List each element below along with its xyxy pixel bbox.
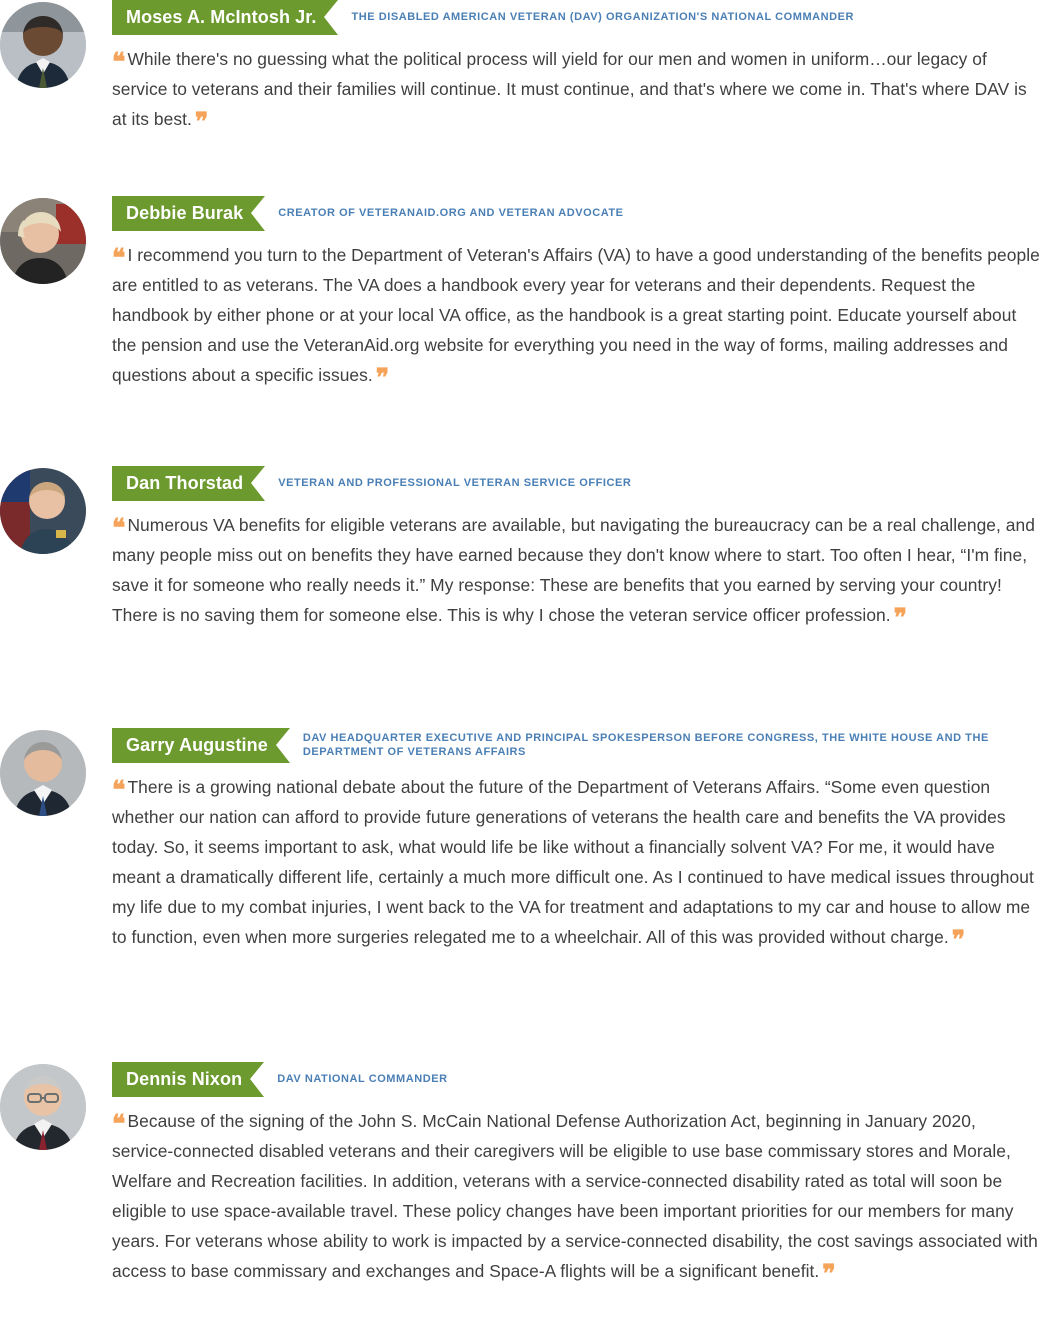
testimonial-quote-text: Numerous VA benefits for eligible veterans are available, but navigating the bureaucracy can be a real challenge, and many people miss out on benefits they have earned because they don't know where to start. Too often I hear, “I'm fine, save it for someone who really needs it.” My response: These are benefits that you earned by serving your country! There is no saving them for someone else. This is why I chose the veteran service officer profession.	[112, 515, 1035, 625]
testimonial-name: Dennis Nixon	[112, 1062, 264, 1097]
quote-open-icon: ❝	[112, 48, 125, 76]
testimonial-body	[96, 196, 1046, 391]
testimonial-body	[96, 1062, 1046, 1287]
quote-close-icon: ❞	[822, 1259, 835, 1288]
portrait-dan-thorstad	[0, 468, 86, 554]
avatar-column	[0, 196, 96, 284]
attribution-row	[112, 466, 1040, 501]
avatar-column	[0, 728, 96, 816]
quote-close-icon: ❞	[893, 603, 907, 632]
testimonial-quote-text: While there's no guessing what the political process will yield for our men and women in uniform…our legacy of service to veterans and their families will continue. It must continue, and that's where we come in. That's where DAV is at its best.	[112, 49, 1027, 129]
attribution-row	[112, 728, 1040, 763]
testimonial-quote	[112, 241, 1040, 391]
testimonial-role: DAV HEADQUARTER EXECUTIVE AND PRINCIPAL SPOKESPERSON BEFORE CONGRESS, THE WHITE HOUSE AND THE DEPARTMENT OF VETERANS AFFAIRS	[302, 731, 989, 758]
attribution-row	[112, 196, 1040, 231]
quote-open-icon: ❝	[112, 514, 125, 542]
quote-close-icon: ❞	[375, 363, 389, 392]
quote-close-icon: ❞	[194, 107, 208, 136]
quote-open-icon: ❝	[112, 1110, 125, 1138]
testimonial-quote-text: Because of the signing of the John S. McCain National Defense Authorization Act, beginning in January 2020, service-connected disabled veterans and their caregivers will be eligible to use base commissary stores and Morale, Welfare and Recreation facilities. In addition, veterans with a service-connected disability rated as total will soon be eligible to use space-available travel. These policy changes have been important priorities for our members for many years. For veterans whose ability to work is impacted by a service-connected disability, the cost savings associated with access to base commissary and exchanges and Space-A flights will be a significant benefit.	[112, 1111, 1038, 1281]
testimonial-item	[0, 728, 1054, 953]
testimonial-quote	[112, 45, 1040, 135]
quote-open-icon: ❝	[112, 776, 125, 804]
avatar-column	[0, 466, 96, 554]
testimonial-name: Debbie Burak	[112, 196, 265, 231]
quote-open-icon: ❝	[112, 244, 125, 272]
portrait-debbie-burak	[0, 198, 86, 284]
testimonial-quote	[112, 1107, 1040, 1287]
testimonial-quote-text: I recommend you turn to the Department of Veteran's Affairs (VA) to have a good understanding of the benefits people are entitled to as veterans. The VA does a handbook every year for veterans and their dependents. Request the handbook by either phone or at your local VA office, as the handbook is a great starting point. Educate yourself about the pension and use the VeteranAid.org website for everything you need in the way of forms, mailing addresses and questions about a specific issues.	[112, 245, 1040, 385]
testimonial-body	[96, 466, 1046, 631]
testimonial-role: VETERAN AND PROFESSIONAL VETERAN SERVICE OFFICER	[278, 477, 632, 490]
testimonial-name: Garry Augustine	[112, 728, 290, 763]
testimonial-quote	[112, 773, 1040, 953]
testimonial-role: THE DISABLED AMERICAN VETERAN (DAV) ORGANIZATION'S NATIONAL COMMANDER	[351, 11, 855, 24]
testimonial-body	[96, 728, 1046, 953]
attribution-row	[112, 1062, 1040, 1097]
testimonial-body	[96, 0, 1046, 135]
testimonial-item	[0, 196, 1054, 391]
avatar-column	[0, 1062, 96, 1150]
testimonial-name: Dan Thorstad	[112, 466, 265, 501]
testimonial-name: Moses A. McIntosh Jr.	[112, 0, 338, 35]
testimonial-quote-text: There is a growing national debate about the future of the Department of Veterans Affairs. “Some even question whether our nation can afford to provide future generations of veterans the health care and benefits the VA provides today. So, it seems important to ask, what would life be like without a financially solvent VA? For me, it would have meant a dramatically different life, certainly a much more difficult one. As I continued to have medical issues throughout my life due to my combat injuries, I went back to the VA for treatment and adaptations to my car and house to allow me to function, even when more surgeries relegated me to a wheelchair. All of this was provided without charge.	[112, 777, 1034, 947]
quote-close-icon: ❞	[951, 925, 965, 954]
portrait-dennis-nixon	[0, 1064, 86, 1150]
testimonial-item	[0, 0, 1054, 135]
portrait-garry-augustine	[0, 730, 86, 816]
testimonial-quote	[112, 511, 1040, 631]
testimonial-item	[0, 466, 1054, 631]
testimonial-role: DAV NATIONAL COMMANDER	[277, 1073, 448, 1086]
portrait-moses-mcintosh	[0, 2, 86, 88]
attribution-row	[112, 0, 1040, 35]
testimonial-role: CREATOR OF VETERANAID.ORG AND VETERAN ADVOCATE	[278, 207, 624, 220]
avatar-column	[0, 0, 96, 88]
testimonial-item	[0, 1062, 1054, 1287]
